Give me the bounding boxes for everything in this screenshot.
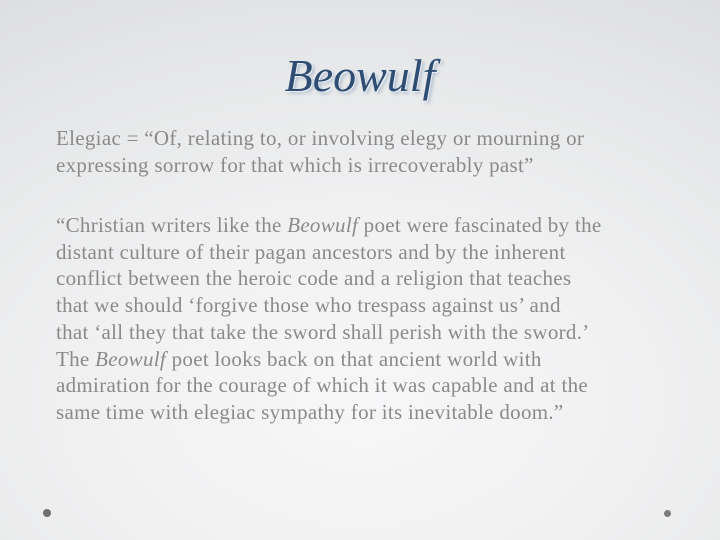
paragraph-elegiac-definition bbox=[56, 125, 584, 178]
text-segment: admiration for the courage of which it was capable and at the bbox=[56, 373, 589, 398]
text-line bbox=[56, 292, 602, 319]
text-line bbox=[56, 372, 602, 399]
text-segment: poet were fascinated by the bbox=[358, 213, 602, 237]
decorative-dot-left bbox=[43, 509, 51, 517]
text-segment: same time with elegiac sympathy for its inevitable doom.” bbox=[56, 399, 564, 424]
text-segment: conflict between the heroic code and a religion that teaches bbox=[56, 266, 572, 291]
paragraph-christian-writers-quote bbox=[56, 212, 602, 426]
text-segment: The bbox=[56, 346, 96, 371]
text-line bbox=[56, 399, 602, 426]
text-segment: that we should ‘forgive those who trespass against us’ and bbox=[56, 293, 561, 318]
text-line bbox=[56, 152, 584, 179]
text-segment: expressing sorrow for that which is irrecoverably past” bbox=[56, 152, 534, 177]
text-line bbox=[56, 212, 602, 239]
text-line bbox=[56, 239, 602, 266]
text-segment: “Christian writers like the bbox=[56, 213, 288, 237]
text-segment: distant culture of their pagan ancestors and by the inherent bbox=[56, 239, 566, 264]
text-line bbox=[56, 265, 602, 292]
decorative-dot-right bbox=[664, 510, 671, 517]
text-line bbox=[56, 319, 602, 346]
text-line bbox=[56, 346, 602, 373]
text-segment: Elegiac = “Of, relating to, or involving elegy or mourning or bbox=[56, 126, 585, 150]
text-segment: that ‘all they that take the sword shall perish with the sword.’ bbox=[56, 319, 590, 344]
text-segment-italic: Beowulf bbox=[95, 346, 167, 371]
slide-title: Beowulf bbox=[284, 50, 436, 101]
text-line bbox=[56, 125, 584, 152]
text-segment-italic: Beowulf bbox=[287, 213, 359, 237]
text-segment: poet looks back on that ancient world with bbox=[166, 346, 542, 371]
